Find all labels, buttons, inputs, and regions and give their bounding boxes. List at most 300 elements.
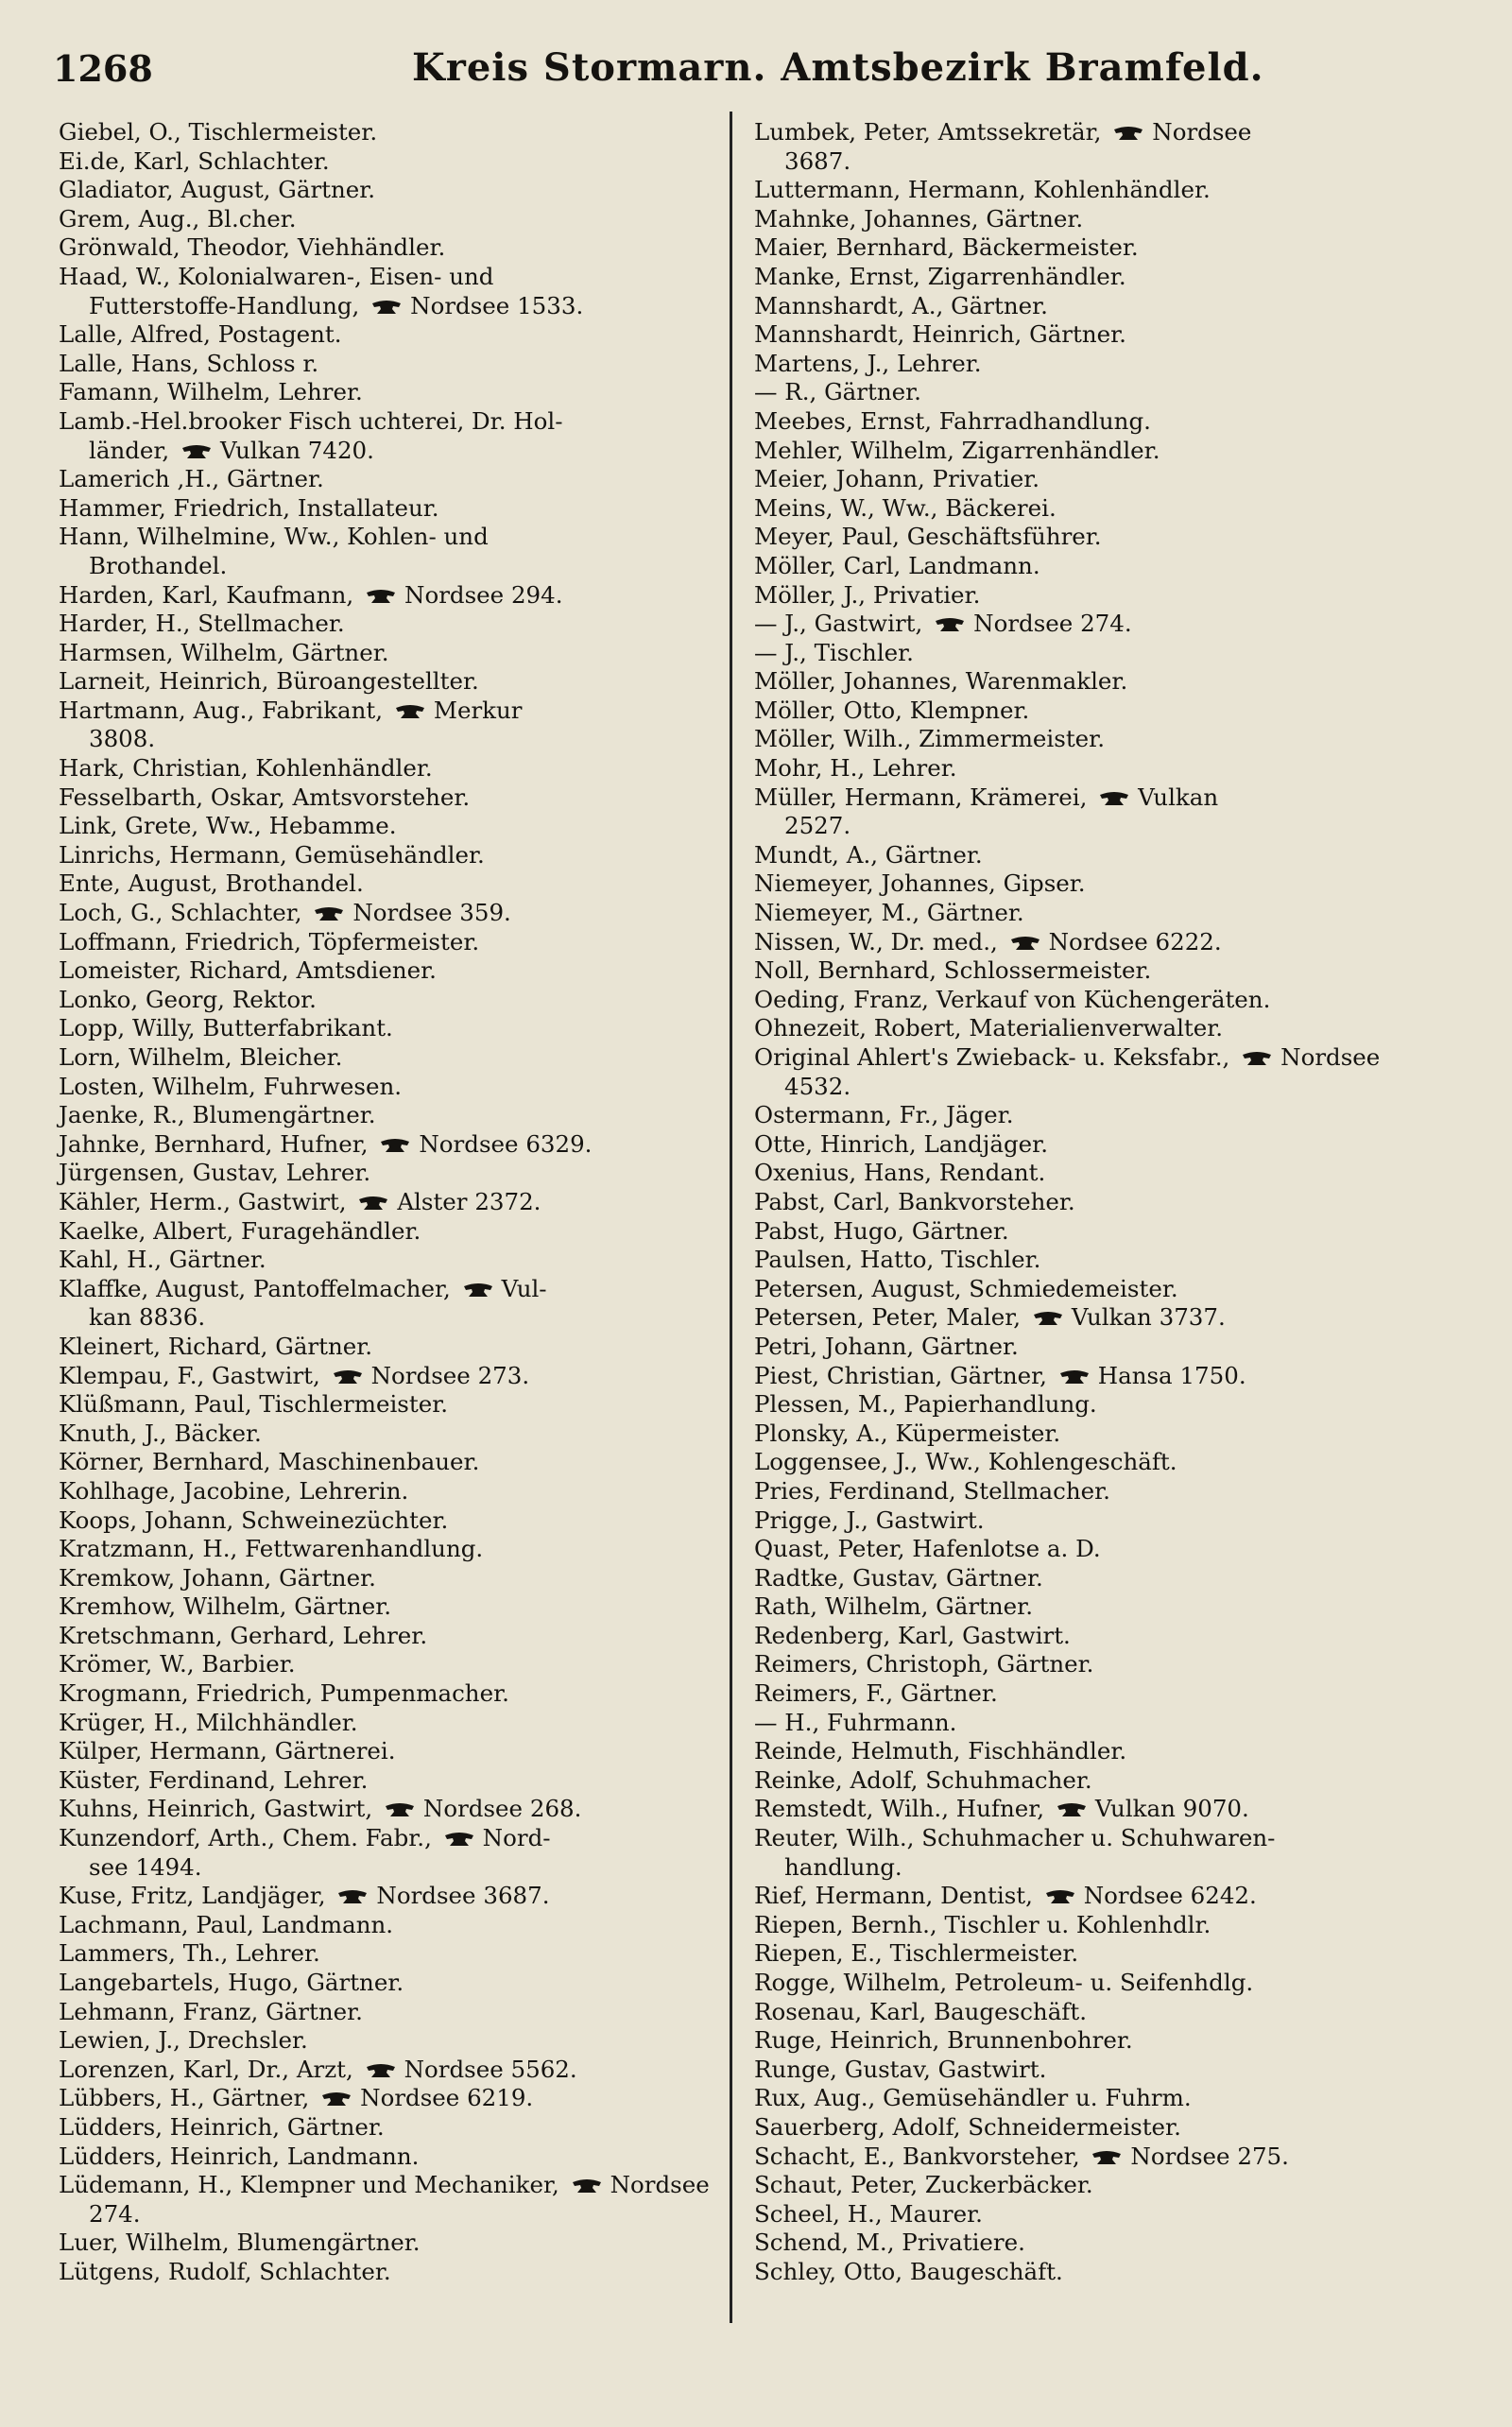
entry-text: Jürgensen, Gustav, Lehrer. [59, 1159, 371, 1187]
directory-entry [59, 176, 739, 205]
telephone-icon [370, 300, 403, 315]
entry-text: Petersen, Peter, Maler, [754, 1303, 1022, 1332]
phone-number: 1533. [517, 291, 584, 319]
directory-entry [59, 263, 739, 320]
telephone-icon [320, 2091, 352, 2107]
directory-entry [59, 2258, 739, 2287]
directory-entry [754, 263, 1435, 292]
phone-exchange: Vulkan [1094, 1795, 1176, 1823]
directory-entry [754, 465, 1435, 494]
entry-text: Pabst, Hugo, Gärtner. [754, 1216, 1009, 1245]
directory-entry [754, 1766, 1435, 1796]
phone-number: 9070. [1182, 1795, 1249, 1823]
directory-entry [754, 292, 1435, 321]
entry-text: Harmsen, Wilhelm, Gärtner. [59, 638, 389, 666]
phone-number: 275. [1237, 2142, 1289, 2170]
directory-entry [59, 1130, 739, 1160]
phone-number: 2527. [784, 812, 851, 840]
telephone-icon [1009, 936, 1041, 951]
entry-text: Prigge, J., Gastwirt. [754, 1506, 985, 1534]
entry-text: Krömer, W., Barbier. [59, 1650, 296, 1678]
directory-entry [754, 986, 1435, 1015]
directory-entry [754, 1679, 1435, 1709]
entry-text: Möller, Wilh., Zimmermeister. [754, 725, 1105, 753]
entry-text: Ohnezeit, Robert, Materialienverwalter. [754, 1014, 1224, 1042]
entry-text: Scheel, H., Maurer. [754, 2199, 983, 2228]
phone-exchange: Vulkan [1138, 783, 1219, 811]
entry-text: Radtke, Gustav, Gärtner. [754, 1563, 1043, 1592]
directory-entry [754, 1246, 1435, 1275]
phone-exchange: Merkur [433, 696, 523, 724]
phone-exchange: Nordsee [360, 2084, 460, 2112]
entry-text: Piest, Christian, Gärtner, [754, 1361, 1047, 1389]
phone-exchange: Nordsee [410, 291, 510, 319]
directory-entry [754, 1969, 1435, 1998]
telephone-icon [365, 589, 397, 604]
directory-entry [754, 2229, 1435, 2258]
directory-entry [59, 1911, 739, 1940]
directory-entry [754, 1650, 1435, 1679]
directory-entry [59, 2113, 739, 2143]
entry-text: Lumbek, Peter, Amtssekretär, [754, 118, 1102, 146]
page-header [53, 38, 1452, 95]
directory-entry [754, 869, 1435, 899]
directory-entry [59, 1737, 739, 1766]
entry-text: Jaenke, R., Blumengärtner. [59, 1101, 376, 1129]
telephone-icon [357, 1196, 389, 1211]
directory-entry [59, 350, 739, 379]
entry-text: Famann, Wilhelm, Lehrer. [59, 378, 363, 406]
directory-entry [59, 378, 739, 407]
directory-entry [59, 986, 739, 1015]
directory-entry [754, 1882, 1435, 1911]
directory-entry [754, 378, 1435, 407]
entry-text: Meier, Johann, Privatier. [754, 465, 1040, 493]
telephone-icon [1056, 1802, 1088, 1817]
directory-entry [754, 2056, 1435, 2085]
directory-entry [59, 1622, 739, 1651]
entry-text: Rosenau, Karl, Baugeschäft. [754, 1997, 1087, 2025]
directory-entry [59, 697, 739, 754]
entry-text: Klaffke, August, Pantoffelmacher, [59, 1274, 451, 1302]
phone-number: 6219. [467, 2084, 534, 2112]
phone-number: 274. [89, 2199, 141, 2228]
telephone-icon [1112, 126, 1144, 141]
entry-text: Sauerberg, Adolf, Schneidermeister. [754, 2112, 1181, 2141]
directory-entry [754, 1911, 1435, 1940]
entry-text: Kahl, H., Gärtner. [59, 1246, 266, 1274]
telephone-icon [365, 2063, 397, 2078]
entry-text: Lomeister, Richard, Amtsdiener. [59, 956, 437, 985]
phone-number: 359. [459, 899, 511, 927]
directory-entry [754, 1303, 1435, 1333]
entry-text: Möller, Otto, Klempner. [754, 696, 1030, 724]
entry-text: Lüdders, Heinrich, Landmann. [59, 2142, 420, 2170]
directory-entry [754, 1448, 1435, 1477]
directory-entry [754, 1130, 1435, 1160]
directory-entry [754, 1998, 1435, 2027]
phone-exchange: Nordsee [376, 1882, 476, 1910]
directory-entry [59, 1101, 739, 1130]
directory-entry [754, 841, 1435, 870]
entry-text: Küster, Ferdinand, Lehrer. [59, 1765, 369, 1794]
entry-text: Lalle, Hans, Schloss r. [59, 349, 319, 377]
directory-entry [754, 552, 1435, 581]
directory-entry [59, 581, 739, 611]
entry-text: Redenberg, Karl, Gastwirt. [754, 1621, 1071, 1649]
directory-entry [754, 2258, 1435, 2287]
entry-text: Remstedt, Wilh., Hufner, [754, 1795, 1045, 1823]
entry-continuation: Brothandel. [89, 551, 228, 579]
entry-text: Riepen, E., Tischlermeister. [754, 1939, 1079, 1968]
directory-entry [59, 899, 739, 928]
directory-entry [754, 2143, 1435, 2172]
entry-text: Lalle, Alfred, Postagent. [59, 320, 342, 349]
entry-text: Lüdemann, H., Klempner und Mechaniker, [59, 2171, 559, 2199]
entry-text: Meebes, Ernst, Fahrradhandlung. [754, 406, 1151, 435]
phone-exchange: Vul- [501, 1274, 547, 1302]
telephone-icon [1032, 1311, 1064, 1326]
directory-entry [59, 1333, 739, 1362]
directory-entry [59, 233, 739, 263]
entry-text: Schaut, Peter, Zuckerbäcker. [754, 2171, 1093, 2199]
entry-text: Harder, H., Stellmacher. [59, 610, 345, 638]
telephone-icon [180, 444, 213, 459]
phone-number: 5562. [510, 2055, 577, 2083]
directory-entry [754, 1043, 1435, 1101]
directory-entry [59, 841, 739, 870]
phone-number: 268. [529, 1795, 582, 1823]
phone-exchange: Nordsee [422, 1795, 524, 1823]
directory-entry [754, 1420, 1435, 1449]
directory-entry [754, 1333, 1435, 1362]
entry-text: Rux, Aug., Gemüsehändler u. Fuhrm. [754, 2084, 1192, 2112]
entry-text: — R., Gärtner. [754, 378, 921, 406]
directory-entry [59, 1998, 739, 2027]
entry-text: Krogmann, Friedrich, Pumpenmacher. [59, 1679, 509, 1708]
telephone-icon [379, 1138, 411, 1153]
entry-text: Otte, Hinrich, Landjäger. [754, 1129, 1048, 1158]
phone-exchange: Nord- [482, 1824, 551, 1852]
entry-text: Jahnke, Bernhard, Hufner, [59, 1129, 369, 1158]
entry-text: Ruge, Heinrich, Brunnenbohrer. [754, 2026, 1133, 2055]
telephone-icon [384, 1802, 416, 1817]
entry-text: Mohr, H., Lehrer. [754, 754, 957, 783]
directory-entry [754, 205, 1435, 234]
entry-text: Lehmann, Franz, Gärtner. [59, 1997, 363, 2025]
entry-text: Pries, Ferdinand, Stellmacher. [754, 1476, 1110, 1505]
phone-number: 2372. [474, 1187, 541, 1215]
directory-entry [754, 1101, 1435, 1130]
directory-entry [754, 1622, 1435, 1651]
directory-entry [754, 899, 1435, 928]
directory-entry [59, 1766, 739, 1796]
directory-entry [59, 1564, 739, 1593]
phone-exchange: Nordsee [1152, 118, 1252, 146]
entry-text: Rief, Hermann, Dentist, [754, 1882, 1033, 1910]
directory-entry [59, 1679, 739, 1709]
entry-text: Kohlhage, Jacobine, Lehrerin. [59, 1476, 409, 1505]
phone-number: 3737. [1159, 1303, 1226, 1332]
directory-entry [754, 697, 1435, 726]
entry-text: Hammer, Friedrich, Installateur. [59, 493, 439, 522]
entry-text: Lachmann, Paul, Landmann. [59, 1910, 394, 1938]
entry-text: Mehler, Wilhelm, Zigarrenhändler. [754, 436, 1160, 464]
phone-number: 274. [1080, 610, 1132, 638]
entry-text: Hartmann, Aug., Fabrikant, [59, 696, 384, 724]
entry-text: Loffmann, Friedrich, Töpfermeister. [59, 927, 480, 955]
entry-text: Fesselbarth, Oskar, Amtsvorsteher. [59, 783, 471, 811]
phone-number: 4532. [784, 1072, 851, 1100]
entry-text: Möller, J., Privatier. [754, 580, 981, 609]
entry-text: Mannshardt, A., Gärtner. [754, 291, 1048, 319]
directory-entry [59, 1390, 739, 1420]
directory-entry [59, 956, 739, 986]
entry-text: Lütgens, Rudolf, Schlachter. [59, 2257, 391, 2285]
directory-entry [59, 754, 739, 783]
entry-text: Maier, Bernhard, Bäckermeister. [754, 233, 1139, 262]
entry-text: Lorn, Wilhelm, Bleicher. [59, 1043, 343, 1071]
telephone-icon [336, 1889, 369, 1904]
entry-text: Petersen, August, Schmiedemeister. [754, 1274, 1178, 1302]
entry-text: Martens, J., Lehrer. [754, 349, 982, 377]
entry-text: Manke, Ernst, Zigarrenhändler. [754, 262, 1126, 290]
directory-entry [59, 1477, 739, 1506]
directory-entry [754, 1362, 1435, 1391]
phone-number: 3687. [483, 1882, 550, 1910]
entry-text: Plonsky, A., Küpermeister. [754, 1419, 1061, 1447]
entry-text: Link, Grete, Ww., Hebamme. [59, 812, 397, 840]
entry-text: Lüdders, Heinrich, Gärtner. [59, 2112, 385, 2141]
entry-text: Mundt, A., Gärtner. [754, 840, 983, 869]
telephone-icon [332, 1369, 364, 1385]
directory-entry [59, 869, 739, 899]
entry-text: Müller, Hermann, Krämerei, [754, 783, 1088, 811]
phone-number: 6242. [1190, 1882, 1257, 1910]
directory-entry [754, 1390, 1435, 1420]
directory-entry [59, 1275, 739, 1333]
directory-entry [754, 2171, 1435, 2200]
directory-entry [59, 2229, 739, 2258]
directory-entry [754, 754, 1435, 783]
entry-continuation: Futterstoffe-Handlung, [89, 291, 360, 319]
entry-text: Kähler, Herm., Gastwirt, [59, 1187, 347, 1215]
entry-text: Lamb.-Hel.brooker Fisch uchterei, Dr. Hol- [59, 406, 563, 435]
telephone-icon [571, 2178, 603, 2194]
directory-entry [754, 1795, 1435, 1824]
entry-continuation-line [59, 1853, 739, 1883]
entry-text: Ente, August, Brothandel. [59, 869, 364, 898]
entry-text: Grönwald, Theodor, Viehhändler. [59, 233, 446, 262]
entry-text: Lewien, J., Drechsler. [59, 2026, 308, 2055]
phone-number: 3687. [784, 146, 851, 175]
entry-text: Lopp, Willy, Butterfabrikant. [59, 1014, 393, 1042]
directory-entry [754, 2200, 1435, 2229]
entry-text: Haad, W., Kolonialwaren-, Eisen- und [59, 262, 494, 290]
directory-entry [754, 1275, 1435, 1304]
phone-exchange: Nordsee [419, 1129, 519, 1158]
directory-entry [754, 581, 1435, 611]
directory-entry [59, 2026, 739, 2056]
phone-number: 6329. [525, 1129, 593, 1158]
phone-exchange: Nordsee [404, 2055, 504, 2083]
telephone-icon [313, 906, 345, 921]
page-title: Kreis Stormarn. Amtsbezirk Bramfeld. [412, 45, 1264, 90]
directory-entry [59, 1246, 739, 1275]
entry-text: Harden, Karl, Kaufmann, [59, 580, 354, 609]
phone-number: 6222. [1155, 927, 1222, 955]
phone-exchange: Nordsee [1083, 1882, 1183, 1910]
entry-text: Loch, G., Schlachter, [59, 899, 302, 927]
directory-entry [59, 465, 739, 494]
entry-continuation-line [59, 437, 739, 466]
directory-entry [754, 437, 1435, 466]
entry-text: Lamerich ,H., Gärtner. [59, 465, 324, 493]
entry-text: — J., Tischler. [754, 638, 914, 666]
directory-entry [59, 2143, 739, 2172]
entry-text: Möller, Carl, Landmann. [754, 551, 1040, 579]
directory-entry [754, 233, 1435, 263]
entry-text: Hann, Wilhelmine, Ww., Kohlen- und [59, 523, 489, 551]
directory-entry [59, 1043, 739, 1073]
directory-entry [59, 320, 739, 350]
entry-text: Original Ahlert's Zwieback- u. Keksfabr., [754, 1043, 1230, 1071]
entry-text: Kratzmann, H., Fettwarenhandlung. [59, 1535, 484, 1563]
directory-entry [59, 1506, 739, 1536]
phone-exchange: Vulkan [1071, 1303, 1152, 1332]
entry-text: Reinde, Helmuth, Fischhändler. [754, 1737, 1127, 1765]
directory-entry [754, 523, 1435, 552]
phone-exchange: Nordsee [1130, 2142, 1230, 2170]
directory-entry [59, 205, 739, 234]
entry-continuation-line [59, 292, 739, 321]
entry-text: Niemeyer, Johannes, Gipser. [754, 869, 1086, 898]
directory-entry [59, 1592, 739, 1622]
entry-text: Losten, Wilhelm, Fuhrwesen. [59, 1072, 403, 1100]
entry-text: Kremhow, Wilhelm, Gärtner. [59, 1592, 392, 1621]
entry-text: Petri, Johann, Gärtner. [754, 1332, 1019, 1360]
directory-entry [754, 1014, 1435, 1043]
directory-entry [754, 494, 1435, 524]
entry-text: Luer, Wilhelm, Blumengärtner. [59, 2229, 421, 2257]
entry-text: Grem, Aug., Bl.cher. [59, 204, 297, 232]
entry-text: Mannshardt, Heinrich, Gärtner. [754, 320, 1126, 349]
directory-entry [754, 320, 1435, 350]
directory-entry [59, 1795, 739, 1824]
entry-text: Koops, Johann, Schweinezüchter. [59, 1506, 449, 1534]
phone-exchange: Nordsee [1280, 1043, 1381, 1071]
entry-text: — H., Fuhrmann. [754, 1708, 957, 1736]
directory-entry [59, 1420, 739, 1449]
entry-text: Riepen, Bernh., Tischler u. Kohlenhdlr. [754, 1910, 1211, 1938]
left-column [59, 118, 739, 2287]
directory-entry [59, 812, 739, 841]
directory-entry [59, 639, 739, 668]
entry-text: Schacht, E., Bankvorsteher, [754, 2142, 1080, 2170]
directory-entry [59, 1217, 739, 1247]
directory-entry [754, 1709, 1435, 1738]
directory-entry [754, 2084, 1435, 2113]
directory-entry [754, 956, 1435, 986]
directory-entry [59, 667, 739, 697]
phone-exchange: Nordsee [404, 580, 505, 609]
entry-text: Kleinert, Richard, Gärtner. [59, 1332, 373, 1360]
phone-exchange: Alster [397, 1187, 468, 1215]
telephone-icon [1098, 791, 1130, 806]
directory-entry [59, 1939, 739, 1969]
telephone-icon [394, 704, 426, 719]
entry-text: Möller, Johannes, Warenmakler. [754, 667, 1128, 696]
entry-text: Klempau, F., Gastwirt, [59, 1361, 320, 1389]
entry-continuation: see 1494. [89, 1852, 202, 1881]
entry-continuation-line [59, 1303, 739, 1333]
directory-entry [754, 118, 1435, 176]
phone-exchange: Vulkan [220, 436, 301, 464]
entry-text: Noll, Bernhard, Schlossermeister. [754, 956, 1152, 985]
directory-entry [754, 1564, 1435, 1593]
directory-entry [754, 350, 1435, 379]
directory-entry [754, 639, 1435, 668]
phone-number: 294. [510, 580, 563, 609]
entry-text: Linrichs, Hermann, Gemüsehändler. [59, 840, 485, 869]
directory-entry [754, 1159, 1435, 1188]
telephone-icon [934, 617, 966, 632]
directory-entry [754, 725, 1435, 754]
entry-text: Kuse, Fritz, Landjäger, [59, 1882, 326, 1910]
telephone-icon [1058, 1369, 1091, 1385]
directory-entry [59, 610, 739, 639]
directory-entry [59, 407, 739, 465]
entry-text: Kuhns, Heinrich, Gastwirt, [59, 1795, 373, 1823]
entry-text: Külper, Hermann, Gärtnerei. [59, 1737, 396, 1765]
entry-text: Schley, Otto, Baugeschäft. [754, 2257, 1063, 2285]
entry-text: Ei.de, Karl, Schlachter. [59, 146, 330, 175]
directory-entry [754, 1217, 1435, 1247]
directory-entry [754, 176, 1435, 205]
entry-text: Kunzendorf, Arth., Chem. Fabr., [59, 1824, 432, 1852]
directory-entry [59, 1014, 739, 1043]
directory-entry [754, 783, 1435, 841]
directory-entry [754, 667, 1435, 697]
entry-text: Plessen, M., Papierhandlung. [754, 1390, 1097, 1419]
entry-text: Reuter, Wilh., Schuhmacher u. Schuhwaren- [754, 1824, 1276, 1852]
phone-number: 1750. [1179, 1361, 1246, 1389]
phone-exchange: Nordsee [352, 899, 453, 927]
directory-entry [754, 1824, 1435, 1882]
phone-number: 273. [477, 1361, 530, 1389]
entry-text: Lammers, Th., Lehrer. [59, 1939, 320, 1968]
entry-text: Reimers, F., Gärtner. [754, 1679, 998, 1708]
directory-entry [59, 1824, 739, 1882]
entry-text: Krüger, H., Milchhändler. [59, 1708, 358, 1736]
directory-entry [59, 1362, 739, 1391]
directory-entry [754, 1188, 1435, 1217]
entry-text: Gladiator, August, Gärtner. [59, 176, 376, 204]
directory-entry [59, 1188, 739, 1217]
directory-entry [59, 1969, 739, 1998]
phone-number: 3808. [89, 725, 156, 753]
phone-exchange: Nordsee [610, 2171, 710, 2199]
phone-number: 7420. [307, 436, 374, 464]
directory-entry [59, 1535, 739, 1564]
entry-text: Niemeyer, M., Gärtner. [754, 899, 1024, 927]
entry-text: Oxenius, Hans, Rendant. [754, 1159, 1046, 1187]
entry-text: Meyer, Paul, Geschäftsführer. [754, 523, 1102, 551]
directory-entry [754, 1535, 1435, 1564]
entry-text: Nissen, W., Dr. med., [754, 927, 998, 955]
entry-text: Körner, Bernhard, Maschinenbauer. [59, 1448, 480, 1476]
right-column [754, 118, 1435, 2287]
